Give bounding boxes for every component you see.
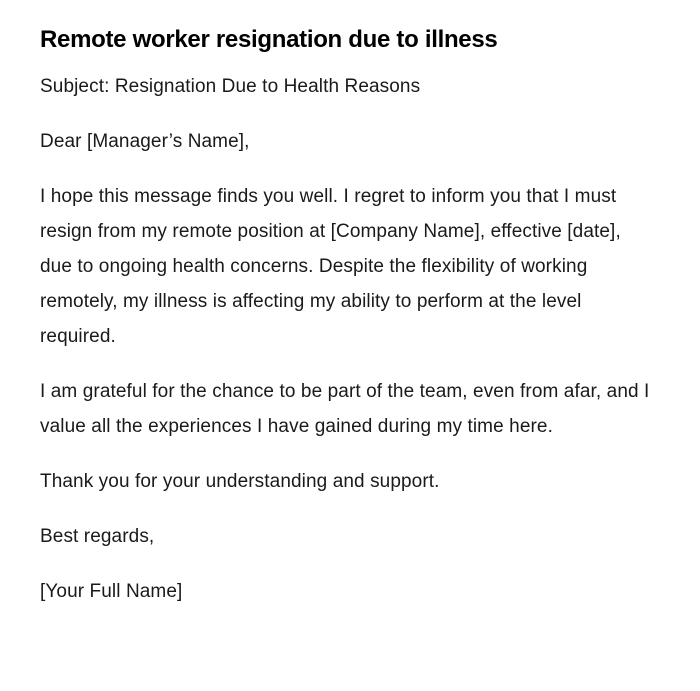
body-paragraph-2: I am grateful for the chance to be part of the team, even from afar, and I value all the experiences I have gained during my time here. bbox=[40, 381, 650, 437]
closing: Best regards, bbox=[40, 526, 155, 547]
thanks-paragraph: Thank you for your understanding and support. bbox=[40, 471, 440, 492]
letter-document bbox=[40, 22, 650, 609]
body-paragraph-1: I hope this message finds you well. I regret to inform you that I must resign from my remote position at [Company Name], effective [date], due to ongoing health concerns. Despite the flexibility of working remotely, my illness is affecting my ability to perform at the level required. bbox=[40, 186, 621, 347]
greeting: Dear [Manager’s Name], bbox=[40, 131, 250, 152]
signature: [Your Full Name] bbox=[40, 581, 183, 602]
document-title: Remote worker resignation due to illness bbox=[40, 26, 498, 53]
subject-line: Subject: Resignation Due to Health Reasons bbox=[40, 76, 421, 97]
